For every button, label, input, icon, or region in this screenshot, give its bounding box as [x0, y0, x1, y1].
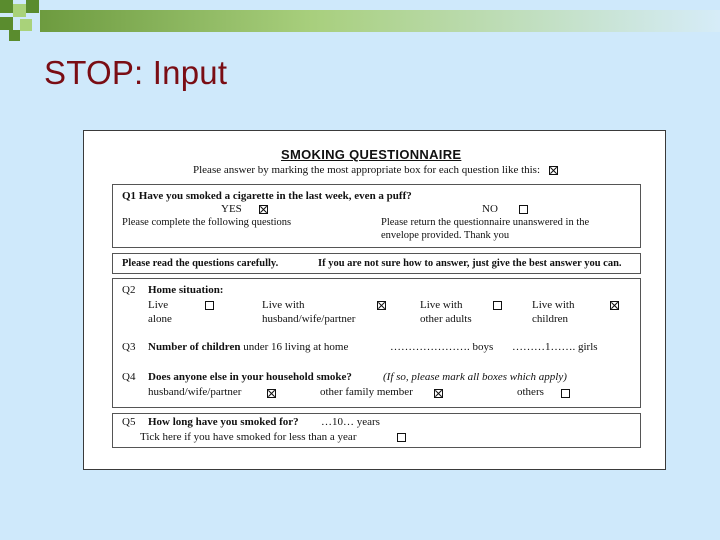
q5-number: Q5	[122, 416, 136, 428]
q2-option1-line2: alone	[148, 313, 172, 325]
q2-option2-checkbox[interactable]	[377, 301, 386, 310]
q4-option3-checkbox[interactable]	[561, 389, 570, 398]
q1-yes-checkbox[interactable]	[259, 205, 268, 214]
q2-option2-line1: Live with	[262, 299, 305, 311]
decor-square-green-1	[0, 0, 13, 13]
q4-option3-label: others	[517, 386, 544, 398]
q1-no-note-line2: envelope provided. Thank you	[381, 230, 510, 241]
decor-square-green-2	[26, 0, 39, 13]
q1-no-note-line1: Please return the questionnaire unanswered in the	[381, 217, 590, 228]
q4-option1-label: husband/wife/partner	[148, 386, 242, 398]
q2-option3-checkbox[interactable]	[493, 301, 502, 310]
q4-option2-checkbox[interactable]	[434, 389, 443, 398]
q2-question: Home situation:	[148, 284, 224, 296]
best-answer-text: If you are not sure how to answer, just give the best answer you can.	[318, 258, 622, 269]
q5-tick-note: Tick here if you have smoked for less than a year	[140, 431, 357, 443]
q2-option1-checkbox[interactable]	[205, 301, 214, 310]
questionnaire-card	[83, 130, 666, 470]
q5-question: How long have you smoked for?	[148, 416, 299, 428]
decor-square-light-1	[13, 4, 26, 17]
instruction-text: Please answer by marking the most appropriate box for each question like this:	[193, 164, 541, 176]
q3-question-rest: under 16 living at home	[243, 341, 349, 353]
header-gradient-bar	[40, 10, 720, 32]
q4-option1-checkbox[interactable]	[267, 389, 276, 398]
q2-option1-line1: Live	[148, 299, 169, 311]
read-carefully-text: Please read the questions carefully.	[122, 258, 279, 269]
q4-option2-label: other family member	[320, 386, 413, 398]
q1-no-label: NO	[482, 203, 498, 215]
q1-no-checkbox[interactable]	[519, 205, 528, 214]
q1-yes-note: Please complete the following questions	[122, 217, 292, 228]
questionnaire-title: SMOKING QUESTIONNAIRE	[281, 147, 462, 162]
q2-option3-line1: Live with	[420, 299, 463, 311]
q3-question	[148, 341, 348, 353]
q4-number: Q4	[122, 371, 136, 383]
q2-option4-line1: Live with	[532, 299, 575, 311]
q3-question-bold: Number of children	[148, 341, 241, 353]
decor-square-green-4	[9, 30, 20, 41]
q3-girls-answer: ………1……. girls	[512, 341, 598, 353]
q5-answer: …10… years	[321, 416, 380, 428]
q4-question: Does anyone else in your household smoke?	[148, 371, 352, 383]
example-checked-box	[549, 166, 558, 175]
q4-hint: (If so, please mark all boxes which apply)	[383, 371, 567, 383]
decor-square-green-3	[0, 17, 13, 30]
q5-tick-checkbox[interactable]	[397, 433, 406, 442]
q2-number: Q2	[122, 284, 136, 296]
q3-boys-answer: …………………. boys	[390, 341, 494, 353]
q1-yes-label: YES	[221, 203, 242, 215]
q2-option3-line2: other adults	[420, 313, 472, 325]
q2-option4-line2: children	[532, 313, 569, 325]
slide-title: STOP: Input	[44, 54, 228, 91]
q2-option4-checkbox[interactable]	[610, 301, 619, 310]
q3-number: Q3	[122, 341, 136, 353]
decor-square-light-2	[20, 19, 32, 31]
q2-option2-line2: husband/wife/partner	[262, 313, 356, 325]
q1-question: Q1 Have you smoked a cigarette in the last week, even a puff?	[122, 190, 412, 202]
